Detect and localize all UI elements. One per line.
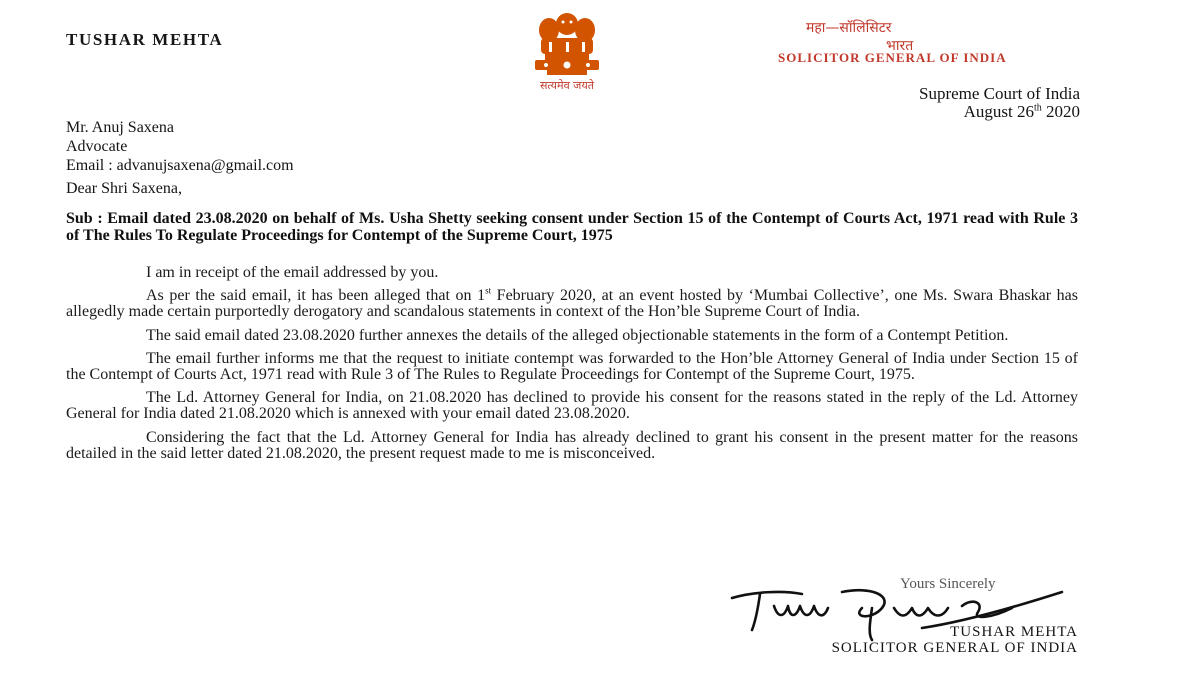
date-year: 2020 xyxy=(1041,102,1080,121)
recipient-title: Advocate xyxy=(66,138,128,155)
para-2-end: February 2020, at an event hosted by ‘Mumbai Collective’, one Ms. Swara Bhaskar has allegedly made certain purportedly derogatory and scandalous statements in context of the Hon’ble Supreme Court of India. xyxy=(66,287,1078,321)
para-2-sup: st xyxy=(485,285,492,296)
signatory-name: TUSHAR MEHTA xyxy=(950,624,1078,640)
date-prefix: August 26 xyxy=(963,102,1034,121)
valediction: Yours Sincerely xyxy=(900,576,996,592)
letter-date xyxy=(964,102,1080,122)
designation-hindi: महा—सॉलिसिटर xyxy=(806,20,892,36)
letter-place: Supreme Court of India xyxy=(919,84,1080,103)
recipient-email: Email : advanujsaxena@gmail.com xyxy=(66,157,294,174)
recipient-block xyxy=(66,118,294,175)
emblem-motto: सत्यमेव जयते xyxy=(539,79,594,92)
para-2-start: As per the said email, it has been alleged that on 1 xyxy=(146,287,486,305)
subject-line: Sub : Email dated 23.08.2020 on behalf of Ms. Usha Shetty seeking consent under Section 15 of the Contempt of Courts Act, 1971 read with Rule 3 of The Rules To Regulate Proceedings for Contempt of the Supreme Court, 1975 xyxy=(66,210,1078,244)
body-paragraph-5: The Ld. Attorney General for India, on 21.08.2020 has declined to provide his consent for the reasons stated in the reply of the Ld. Attorney General for India dated 21.08.2020 which is annexed with your email dated 23.08.2020. xyxy=(66,389,1078,423)
sender-name: TUSHAR MEHTA xyxy=(66,30,224,49)
letter-body xyxy=(66,265,1078,469)
body-paragraph-6: Considering the fact that the Ld. Attorney General for India has already declined to grant his consent in the present matter for the reasons detailed in the said letter dated 21.08.2020, the present request made to me is misconceived. xyxy=(66,428,1078,462)
body-paragraph-3: The said email dated 23.08.2020 further annexes the details of the alleged objectionable statements in the form of a Contempt Petition. xyxy=(146,326,1009,344)
body-paragraph-2 xyxy=(66,285,1078,321)
salutation: Dear Shri Saxena, xyxy=(66,180,182,197)
body-paragraph-4: The email further informs me that the request to initiate contempt was forwarded to the Hon’ble Attorney General of India under Section 15 of the Contempt of Courts Act, 1971 read with Rule 3 of The Rules to Regulate Proceedings for Contempt of the Supreme Court, 1975. xyxy=(66,349,1078,384)
body-paragraph-1: I am in receipt of the email addressed by you. xyxy=(146,264,439,281)
country-hindi: भारत xyxy=(886,38,914,54)
recipient-name: Mr. Anuj Saxena xyxy=(66,119,174,136)
signatory-title: SOLICITOR GENERAL OF INDIA xyxy=(831,640,1078,656)
date-suffix: th xyxy=(1033,102,1042,114)
designation-english: SOLICITOR GENERAL OF INDIA xyxy=(778,50,1007,65)
